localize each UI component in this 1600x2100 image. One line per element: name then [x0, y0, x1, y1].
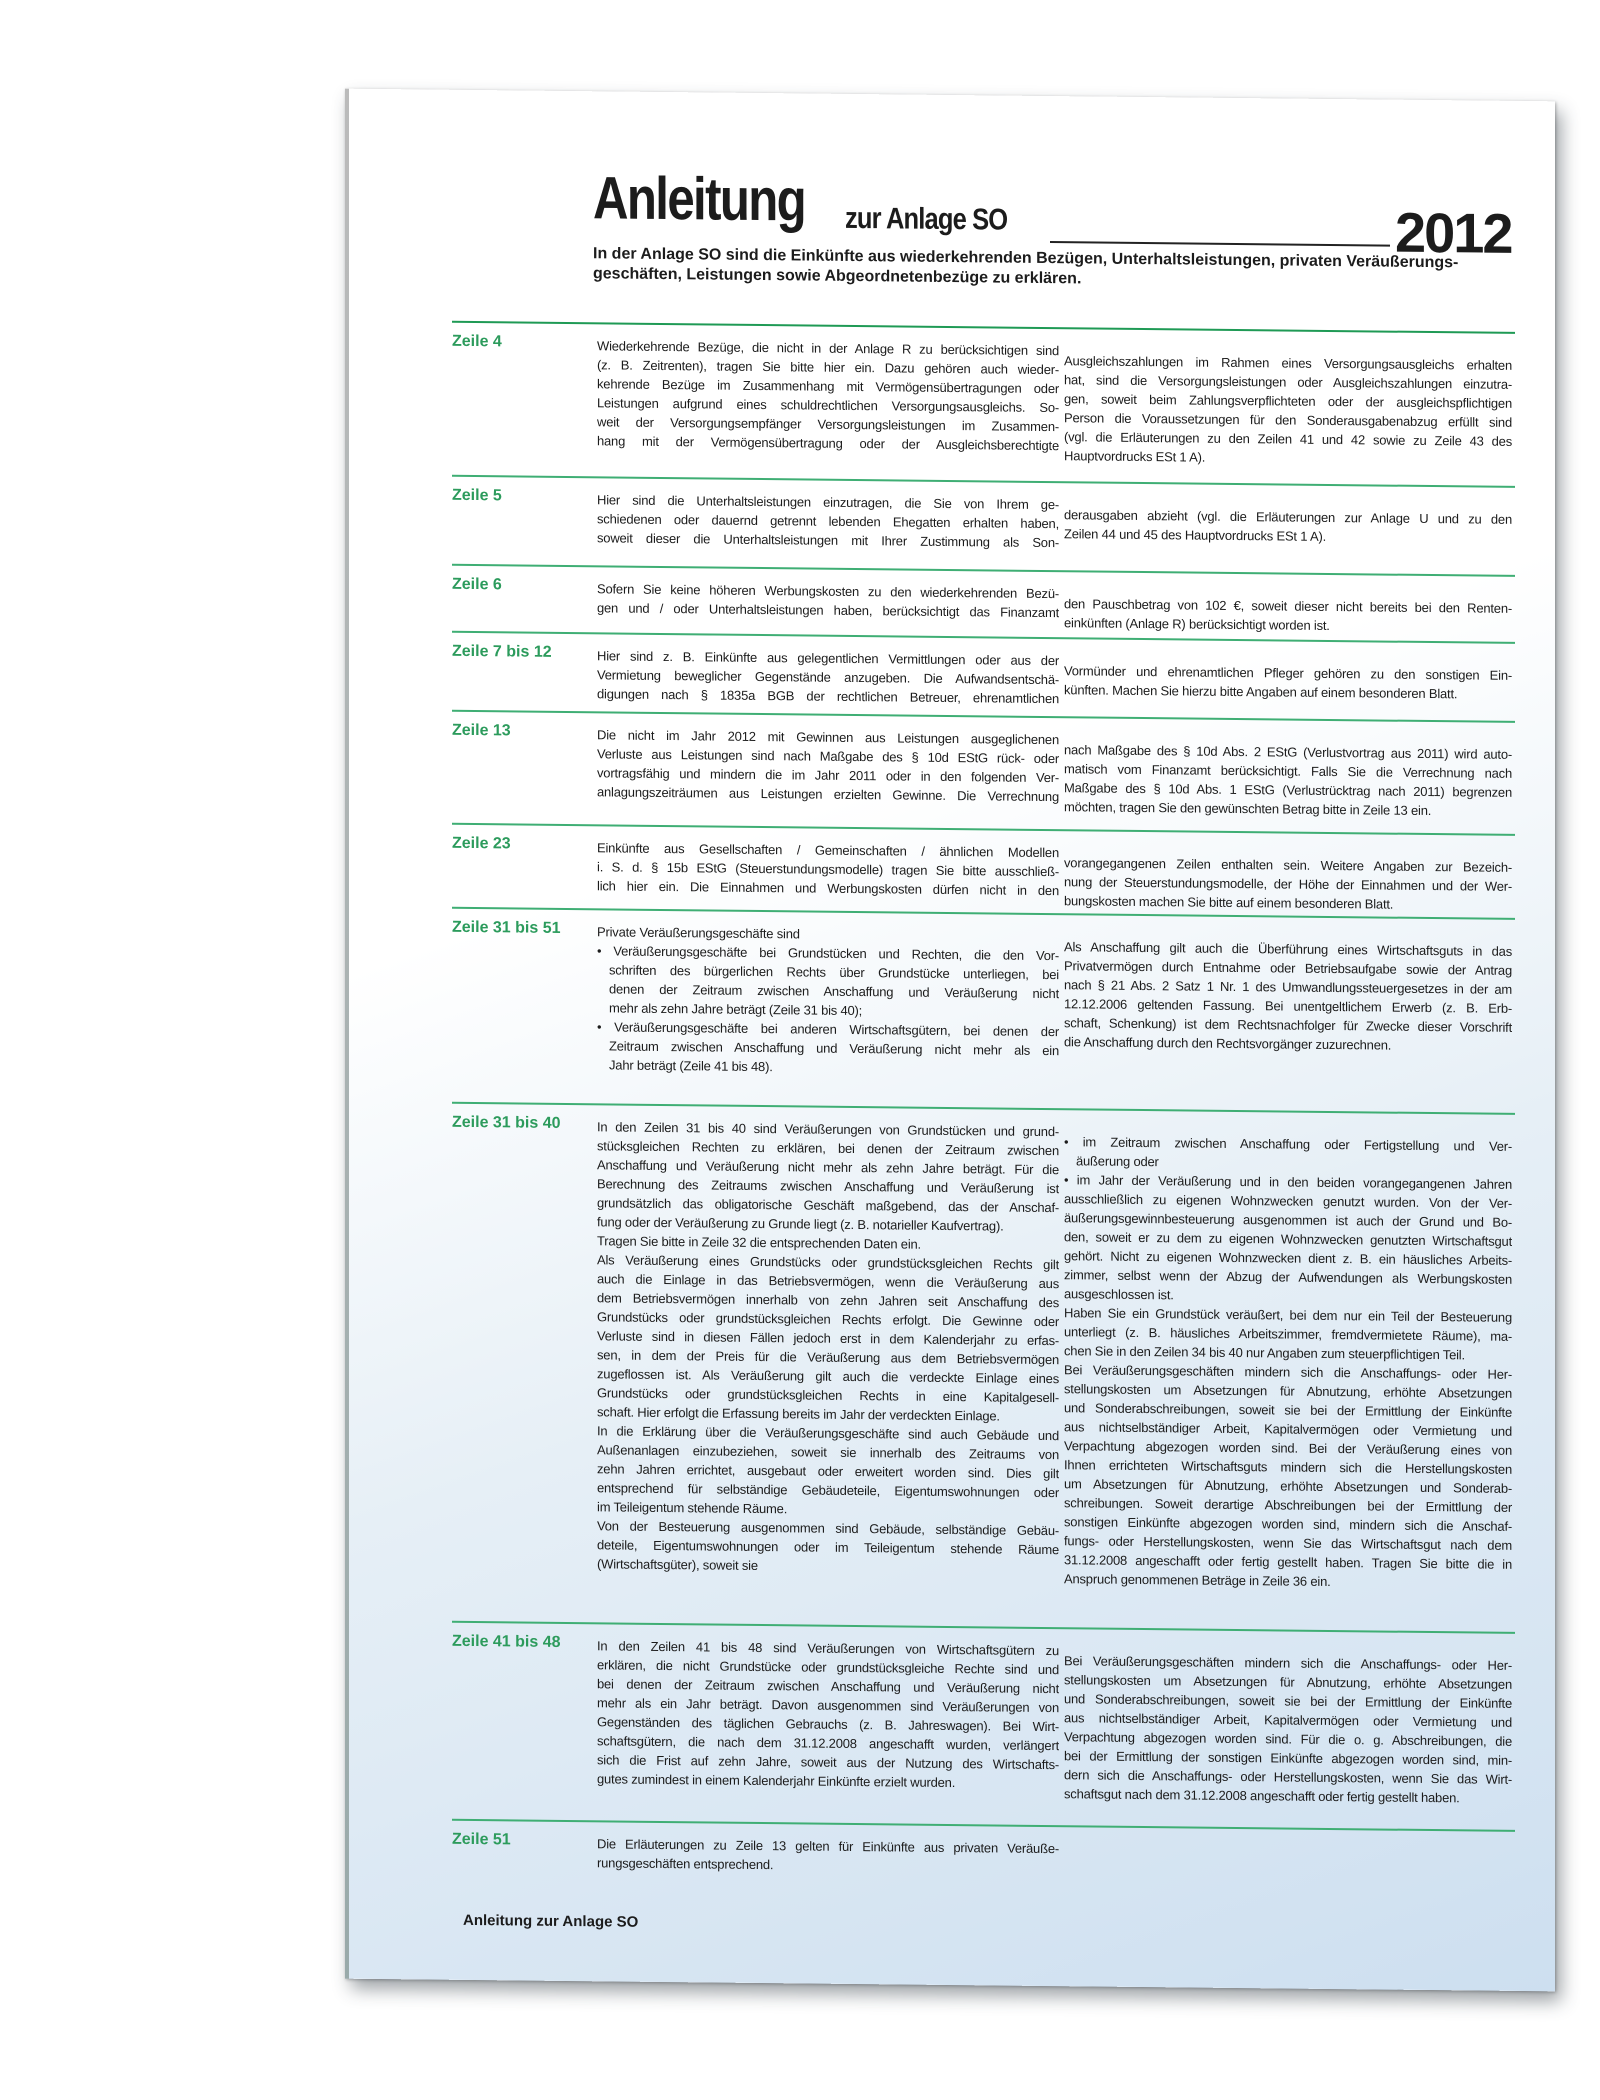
text-line: sonstigen Einkünfte abgezogen worden sind, mindern sich die Anschaf- — [1064, 1514, 1512, 1534]
text-line: fungs- oder Herstellungskosten, wenn Sie das Wirtschaftsgut nach dem — [1064, 1533, 1512, 1553]
right-column — [1064, 351, 1512, 470]
text-line: möchten, tragen Sie den gewünschten Betrag bitte in Zeile 13 ein. — [1064, 799, 1432, 819]
text-line: schriften des bürgerlichen Rechts über Grundstücke unterliegen, bei — [609, 962, 1059, 983]
section-zeile-4 — [452, 321, 1515, 486]
section-zeile-31-bis-40 — [452, 1102, 1515, 1632]
text-line: Verluste aus Leistungen sind nach Maßgabe des § 10d EStG rück- oder — [597, 746, 1059, 767]
text-line: Als Veräußerung eines Grundstücks oder grundstücksgleichen Rechts gilt — [597, 1252, 1059, 1273]
text-line: zehn Jahren errichtet, ausgebaut oder erweitert worden sind. Dies gilt — [597, 1461, 1059, 1482]
text-line: schiedenen oder dauernd getrennt lebenden Ehegatten erhalten haben, — [597, 511, 1059, 532]
text-line: derausgaben abzieht (vgl. die Erläuterungen zur Anlage U und zu den — [1064, 507, 1512, 527]
text-line: Anspruch genommenen Beträge in Zeile 36 ein. — [1064, 1571, 1331, 1589]
text-line: dern sich die Anschaffungs- oder Herstellungskosten, wenn Sie das Wirt- — [1064, 1767, 1512, 1787]
text-line: dem Betriebsvermögen innerhalb von zehn Jahren seit Anschaffung des — [597, 1290, 1059, 1311]
intro-line: In der Anlage SO sind die Einkünfte aus wiederkehrenden Bezügen, Unterhaltsleistungen, privaten Veräußerungs- — [593, 245, 1459, 272]
left-column — [597, 1834, 1059, 1877]
text-line: vorangegangenen Zeilen enthalten sein. Weitere Angaben zur Bezeich- — [1064, 855, 1512, 875]
right-column — [1064, 853, 1512, 915]
text-line: zugeflossen ist. Als Veräußerung gilt auch die verdeckte Einlage eines — [597, 1366, 1059, 1387]
text-line: Berechnung des Zeitraums zwischen Anschaffung und Veräußerung ist — [597, 1176, 1059, 1197]
text-line: Jahr beträgt (Zeile 41 bis 48). — [609, 1057, 773, 1075]
left-column — [597, 336, 1059, 455]
text-line: 12.12.2006 geltenden Fassung. Bei unentgeltlichem Erwerb (z. B. Erb- — [1064, 996, 1512, 1016]
text-line: Sofern Sie keine höheren Werbungskosten zu den wiederkehrenden Bezü- — [597, 581, 1059, 602]
text-line: stellungskosten um Absetzungen für Abnutzung, erhöhte Absetzungen — [1064, 1381, 1512, 1401]
text-line: zimmer, selbst wenn der Abzug der Aufwendungen als Werbungskosten — [1064, 1267, 1512, 1287]
text-line: stellungskosten um Absetzungen für Abnutzung, erhöhte Absetzungen — [1064, 1672, 1512, 1692]
text-line: Von der Besteuerung ausgenommen sind Gebäude, selbständige Gebäu- — [597, 1518, 1059, 1539]
text-line: Ausgleichszahlungen im Rahmen eines Versorgungsausgleichs erhalten — [1064, 353, 1512, 373]
text-line: In den Zeilen 41 bis 48 sind Veräußerungen von Wirtschaftsgütern zu — [597, 1638, 1059, 1659]
section-label: Zeile 5 — [452, 486, 502, 505]
text-line: erklären, die nicht Grundstücke oder grundstücksgleiche Rechte sind und — [597, 1657, 1059, 1678]
text-line: Ihnen errichteten Wirtschaftsguts mindern sich die Herstellungskosten — [1064, 1457, 1512, 1477]
right-column — [1064, 740, 1512, 821]
text-line: • im Jahr der Veräußerung und in den beiden vorangegangenen Jahren — [1064, 1172, 1512, 1192]
text-line: soweit dieser die Unterhaltsleistungen mit Ihrer Zustimmung als Son- — [597, 530, 1059, 551]
text-line: Privatvermögen durch Entnahme oder Betriebsaufgabe sowie der Antrag — [1064, 958, 1512, 978]
right-column — [1064, 1132, 1512, 1593]
text-line: stücksgleichen Rechten zu erklären, bei denen der Zeitraum zwischen — [597, 1138, 1059, 1159]
section-zeile-5 — [452, 475, 1515, 575]
left-column — [597, 838, 1059, 900]
right-column — [1064, 661, 1512, 704]
left-column — [597, 646, 1059, 708]
text-line: Die nicht im Jahr 2012 mit Gewinnen aus Leistungen ausgeglichenen — [597, 727, 1059, 748]
text-line: Zeitraum zwischen Anschaffung und Veräußerung nicht mehr als ein — [609, 1038, 1059, 1059]
text-line: gen und / oder Unterhaltsleistungen haben, berücksichtigt das Finanzamt — [597, 600, 1059, 621]
left-column — [597, 490, 1059, 552]
text-line: Hier sind die Unterhaltsleistungen einzutragen, die Sie von Ihrem ge- — [597, 492, 1059, 513]
text-line: i. S. d. § 15b EStG (Steuerstundungsmodelle) tragen Sie bitte ausschließ- — [597, 859, 1059, 880]
section-label: Zeile 7 bis 12 — [452, 642, 552, 661]
right-column — [1064, 937, 1512, 1056]
left-column — [597, 1636, 1059, 1793]
text-line: unterliegt (z. B. häusliches Arbeitszimmer, fremdvermietete Räume), ma- — [1064, 1324, 1512, 1344]
year: 2012 — [1395, 200, 1512, 265]
text-line: (vgl. die Erläuterungen zu den Zeilen 41 und 42 sowie zu Zeile 43 des — [1064, 429, 1512, 449]
text-line: Private Veräußerungsgeschäfte sind — [597, 924, 800, 942]
section-label: Zeile 6 — [452, 575, 502, 594]
text-line: sich die Frist auf zehn Jahre, soweit aus der Nutzung des Wirtschafts- — [597, 1752, 1059, 1773]
text-line: schaft, Schenkung) ist dem Rechtsnachfolger für Zwecke dieser Vorschrift — [1064, 1015, 1512, 1035]
text-line: grundsätzlich das obligatorische Geschäft maßgebend, das der Anschaf- — [597, 1195, 1059, 1216]
text-line: 31.12.2008 angeschafft oder fertig gestellt haben. Tragen Sie bitte die in — [1064, 1552, 1512, 1572]
text-line: bei denen der Zeitraum zwischen Anschaffung und Veräußerung nicht — [597, 1676, 1059, 1697]
text-line: Verluste sind in diesen Fällen jedoch erst in dem Kalenderjahr zu erfas- — [597, 1328, 1059, 1349]
text-line: künften. Machen Sie hierzu bitte Angaben auf einem besonderen Blatt. — [1064, 682, 1458, 702]
section-label: Zeile 51 — [452, 1830, 511, 1849]
intro-text — [445, 243, 1515, 294]
right-column — [1064, 1849, 1512, 1854]
text-line: hat, sind die Versorgungsleistungen oder Ausgleichszahlungen einzutra- — [1064, 372, 1512, 392]
text-line: (z. B. Zeitrenten), tragen Sie bitte hier ein. Dazu gehören auch wieder- — [597, 357, 1059, 378]
text-line: • im Zeitraum zwischen Anschaffung oder Fertigstellung und Ver- — [1064, 1134, 1512, 1154]
text-line: sen, in dem der Preis für die Veräußerung aus dem Betriebsvermögen — [597, 1347, 1059, 1368]
text-line: Außenanlagen einzubeziehen, soweit sie innerhalb des Zeitraums von — [597, 1442, 1059, 1463]
text-line: Die Erläuterungen zu Zeile 13 gelten für Einkünfte aus privaten Veräuße- — [597, 1836, 1059, 1857]
section-label: Zeile 31 bis 51 — [452, 918, 561, 937]
text-line: matisch vom Finanzamt berücksichtigt. Falls Sie die Verrechnung nach — [1064, 761, 1512, 781]
text-line: einkünften (Anlage R) berücksichtigt worden ist. — [1064, 615, 1330, 633]
document-page — [345, 89, 1555, 1992]
text-line: Anschaffung und Veräußerung nicht mehr als zehn Jahre beträgt. Für die — [597, 1157, 1059, 1178]
section-zeile-41-bis-48 — [452, 1621, 1515, 1830]
text-line: Hauptvordrucks ESt 1 A). — [1064, 448, 1206, 465]
left-column — [597, 579, 1059, 622]
text-line: nung der Steuerstundungsmodelle, der Höhe der Einnahmen und der Wer- — [1064, 874, 1512, 894]
section-label: Zeile 4 — [452, 332, 502, 351]
section-zeile-7-bis-12 — [452, 631, 1515, 721]
text-line: ausschließlich zu eigenen Wohnzwecken genutzt wurden. Von der Ver- — [1064, 1191, 1512, 1211]
text-line: gehört. Nicht zu eigenen Wohnzwecken dient z. B. ein häusliches Arbeits- — [1064, 1248, 1512, 1268]
text-line: auch die Einlage in das Betriebsvermögen, wenn die Veräußerung aus — [597, 1271, 1059, 1292]
text-line: mehr als zehn Jahre beträgt (Zeile 31 bis 40); — [609, 1000, 863, 1019]
text-line: Vermietung beweglicher Gegenstände anzugeben. Die Aufwandsentschä- — [597, 667, 1059, 688]
text-line: (Wirtschaftsgüter), soweit sie — [597, 1556, 758, 1573]
text-line: Vormünder und ehrenamtlichen Pfleger gehören zu den sonstigen Ein- — [1064, 663, 1512, 683]
section-zeile-31-bis-51 — [452, 907, 1515, 1113]
text-line: kehrende Bezüge im Zusammenhang mit Vermögensübertragungen oder — [597, 376, 1059, 397]
text-line: In die Erklärung über die Veräußerungsgeschäfte sind auch Gebäude und — [597, 1423, 1059, 1444]
text-line: nach § 21 Abs. 2 Satz 1 Nr. 1 des Umwandlungssteuergesetzes in der am — [1064, 977, 1512, 997]
text-line: den, soweit er zu dem zu eigenen Wohnzwecken genutzten Wirtschaftsgut — [1064, 1229, 1512, 1249]
text-line: die Anschaffung durch den Rechtsvorgänger zuzurechnen. — [1064, 1034, 1392, 1053]
text-line: Grundstücks oder grundstücksgleichen Rechts in eine Kapitalgesell- — [597, 1385, 1059, 1406]
text-line: weit der Versorgungsempfänger Versorgungsleistungen im Zusammen- — [597, 414, 1059, 435]
text-line: Tragen Sie bitte in Zeile 32 die entsprechenden Daten ein. — [597, 1233, 921, 1252]
text-line: Grundstücks oder grundstücksgleichen Rechts erfolgt. Die Gewinne oder — [597, 1309, 1059, 1330]
left-column — [597, 1117, 1059, 1578]
text-line: • Veräußerungsgeschäfte bei anderen Wirtschaftsgütern, bei denen der — [597, 1019, 1059, 1040]
text-line: lich hier ein. Die Einnahmen und Werbungskosten dürfen nicht in den — [597, 878, 1059, 899]
text-line: äußerung oder — [1076, 1153, 1159, 1170]
section-label: Zeile 31 bis 40 — [452, 1113, 561, 1132]
text-line: Bei Veräußerungsgeschäften mindern sich die Anschaffungs- oder Her- — [1064, 1653, 1512, 1673]
text-line: und Sonderabschreibungen, soweit sie bei der Ermittlung der Einkünfte — [1064, 1691, 1512, 1711]
text-line: schaftsgut nach dem 31.12.2008 angeschafft oder fertig gestellt haben. — [1064, 1786, 1460, 1806]
text-line: Als Anschaffung gilt auch die Überführung eines Wirtschaftsguts in das — [1064, 939, 1512, 959]
section-zeile-23 — [452, 823, 1515, 918]
text-line: schreibungen. Soweit derartige Abschreibungen bei der Ermittlung der — [1064, 1495, 1512, 1515]
right-column — [1064, 505, 1512, 548]
section-label: Zeile 41 bis 48 — [452, 1632, 561, 1651]
text-line: fung oder der Veräußerung zu Grunde liegt (z. B. notarieller Kaufvertrag). — [597, 1214, 1004, 1234]
text-line: chen Sie in den Zeilen 34 bis 40 nur Angaben zum steuerpflichtigen Teil. — [1064, 1343, 1465, 1363]
text-line: Haben Sie ein Grundstück veräußert, bei dem nur ein Teil der Besteuerung — [1064, 1305, 1512, 1325]
text-line: anlagungszeiträumen aus Leistungen erzielten Gewinne. Die Verrechnung — [597, 784, 1059, 805]
text-line: entsprechend für selbständige Gebäudeteile, Eigentumswohnungen oder — [597, 1480, 1059, 1501]
text-line: im Teileigentum stehende Räume. — [597, 1499, 788, 1517]
text-line: schaft. Hier erfolgt die Erfassung bereits im Jahr der verdeckten Einlage. — [597, 1404, 1000, 1424]
text-line: Bei Veräußerungsgeschäften mindern sich die Anschaffungs- oder Her- — [1064, 1362, 1512, 1382]
text-line: hang mit der Vermögensübertragung oder der Ausgleichsberechtigte — [597, 433, 1059, 454]
text-line: • Veräußerungsgeschäfte bei Grundstücken und Rechten, die den Vor- — [597, 943, 1059, 964]
text-line: rungsgeschäften entsprechend. — [597, 1855, 774, 1873]
section-zeile-51 — [452, 1819, 1515, 1952]
left-column — [597, 922, 1059, 1079]
text-line: deteile, Eigentumswohnungen oder im Teileigentum stehende Räume — [597, 1537, 1059, 1558]
text-line: In den Zeilen 31 bis 40 sind Veräußerungen von Grundstücken und grund- — [597, 1119, 1059, 1140]
text-line: Zeilen 44 und 45 des Hauptvordrucks ESt 1 A). — [1064, 526, 1326, 544]
text-line: mehr als ein Jahr beträgt. Davon ausgenommen sind Veräußerungen von — [597, 1695, 1059, 1716]
right-column — [1064, 594, 1512, 637]
page-title: Anleitung — [593, 164, 806, 234]
left-column — [597, 725, 1059, 806]
text-line: und Sonderabschreibungen, soweit sie bei der Ermittlung der Einkünfte — [1064, 1400, 1512, 1420]
section-label: Zeile 23 — [452, 834, 511, 853]
page-edge — [345, 89, 349, 1979]
text-line: Wiederkehrende Bezüge, die nicht in der Anlage R zu berücksichtigen sind — [597, 338, 1059, 359]
sections — [452, 321, 1515, 1952]
right-column — [1064, 1651, 1512, 1808]
text-line: gutes zumindest in einem Kalenderjahr Einkünfte erzielt wurden. — [597, 1771, 956, 1791]
intro-line: geschäften, Leistungen sowie Abgeordnetenbezüge zu erklären. — [593, 265, 1082, 288]
section-zeile-13 — [452, 710, 1515, 834]
text-line: aus nichtselbständiger Arbeit, Kapitalvermögen oder Vermietung und — [1064, 1710, 1512, 1730]
text-line: bungskosten machen Sie bitte auf einem besonderen Blatt. — [1064, 893, 1394, 912]
text-line: um Absetzungen für Abnutzung, erhöhte Absetzungen und Sonderab- — [1064, 1476, 1512, 1496]
text-line: Person die Voraussetzungen für den Sonderausgabenabzug erfüllt sind — [1064, 410, 1512, 430]
text-line: Verpachtung abgezogen worden sind. Für die o. g. Abschreibungen, die — [1064, 1729, 1512, 1749]
text-line: Leistungen aufgrund eines schuldrechtlichen Versorgungsausgleichs. So- — [597, 395, 1059, 416]
text-line: digungen nach § 1835a BGB der rechtlichen Betreuer, ehrenamtlichen — [597, 686, 1059, 707]
text-line: äußerungsgewinnbesteuerung ausgenommen ist auch der Grund und Bo- — [1064, 1210, 1512, 1230]
text-line: denen der Zeitraum zwischen Anschaffung und Veräußerung nicht — [609, 981, 1059, 1002]
section-zeile-6 — [452, 564, 1515, 642]
text-line: Hier sind z. B. Einkünfte aus gelegentlichen Vermittlungen oder aus der — [597, 648, 1059, 669]
text-line: vortragsfähig und mindern die im Jahr 2011 oder in den folgenden Ver- — [597, 765, 1059, 786]
text-line: Verpachtung abgezogen worden sind. Bei der Veräußerung eines von — [1064, 1438, 1512, 1458]
title-rule — [1050, 241, 1390, 247]
text-line: gen, soweit beim Zahlungsverpflichteten oder der ausgleichspflichtigen — [1064, 391, 1512, 411]
section-label: Zeile 13 — [452, 721, 511, 740]
page-footer: Anleitung zur Anlage SO — [463, 1911, 639, 1931]
text-line: Einkünfte aus Gesellschaften / Gemeinschaften / ähnlichen Modellen — [597, 840, 1059, 861]
text-line: den Pauschbetrag von 102 €, soweit dieser nicht bereits bei den Renten- — [1064, 596, 1512, 616]
text-line: Gegenständen des täglichen Gebrauchs (z. B. Jahreswagen). Bei Wirt- — [597, 1714, 1059, 1735]
page-subtitle: zur Anlage SO — [845, 201, 1008, 237]
text-line: nach Maßgabe des § 10d Abs. 2 EStG (Verlustvortrag aus 2011) wird auto- — [1064, 742, 1512, 762]
text-line: bei der Ermittlung der sonstigen Einkünfte abgezogen worden sind, min- — [1064, 1748, 1512, 1768]
text-line: Maßgabe des § 10d Abs. 1 EStG (Verlustrücktrag nach 2011) begrenzen — [1064, 780, 1512, 800]
text-line: aus nichtselbständiger Arbeit, Kapitalvermögen oder Vermietung und — [1064, 1419, 1512, 1439]
text-line: schaftsgütern, die nach dem 31.12.2008 angeschafft wurden, verlängert — [597, 1733, 1059, 1754]
text-line: ausgeschlossen ist. — [1064, 1286, 1174, 1303]
